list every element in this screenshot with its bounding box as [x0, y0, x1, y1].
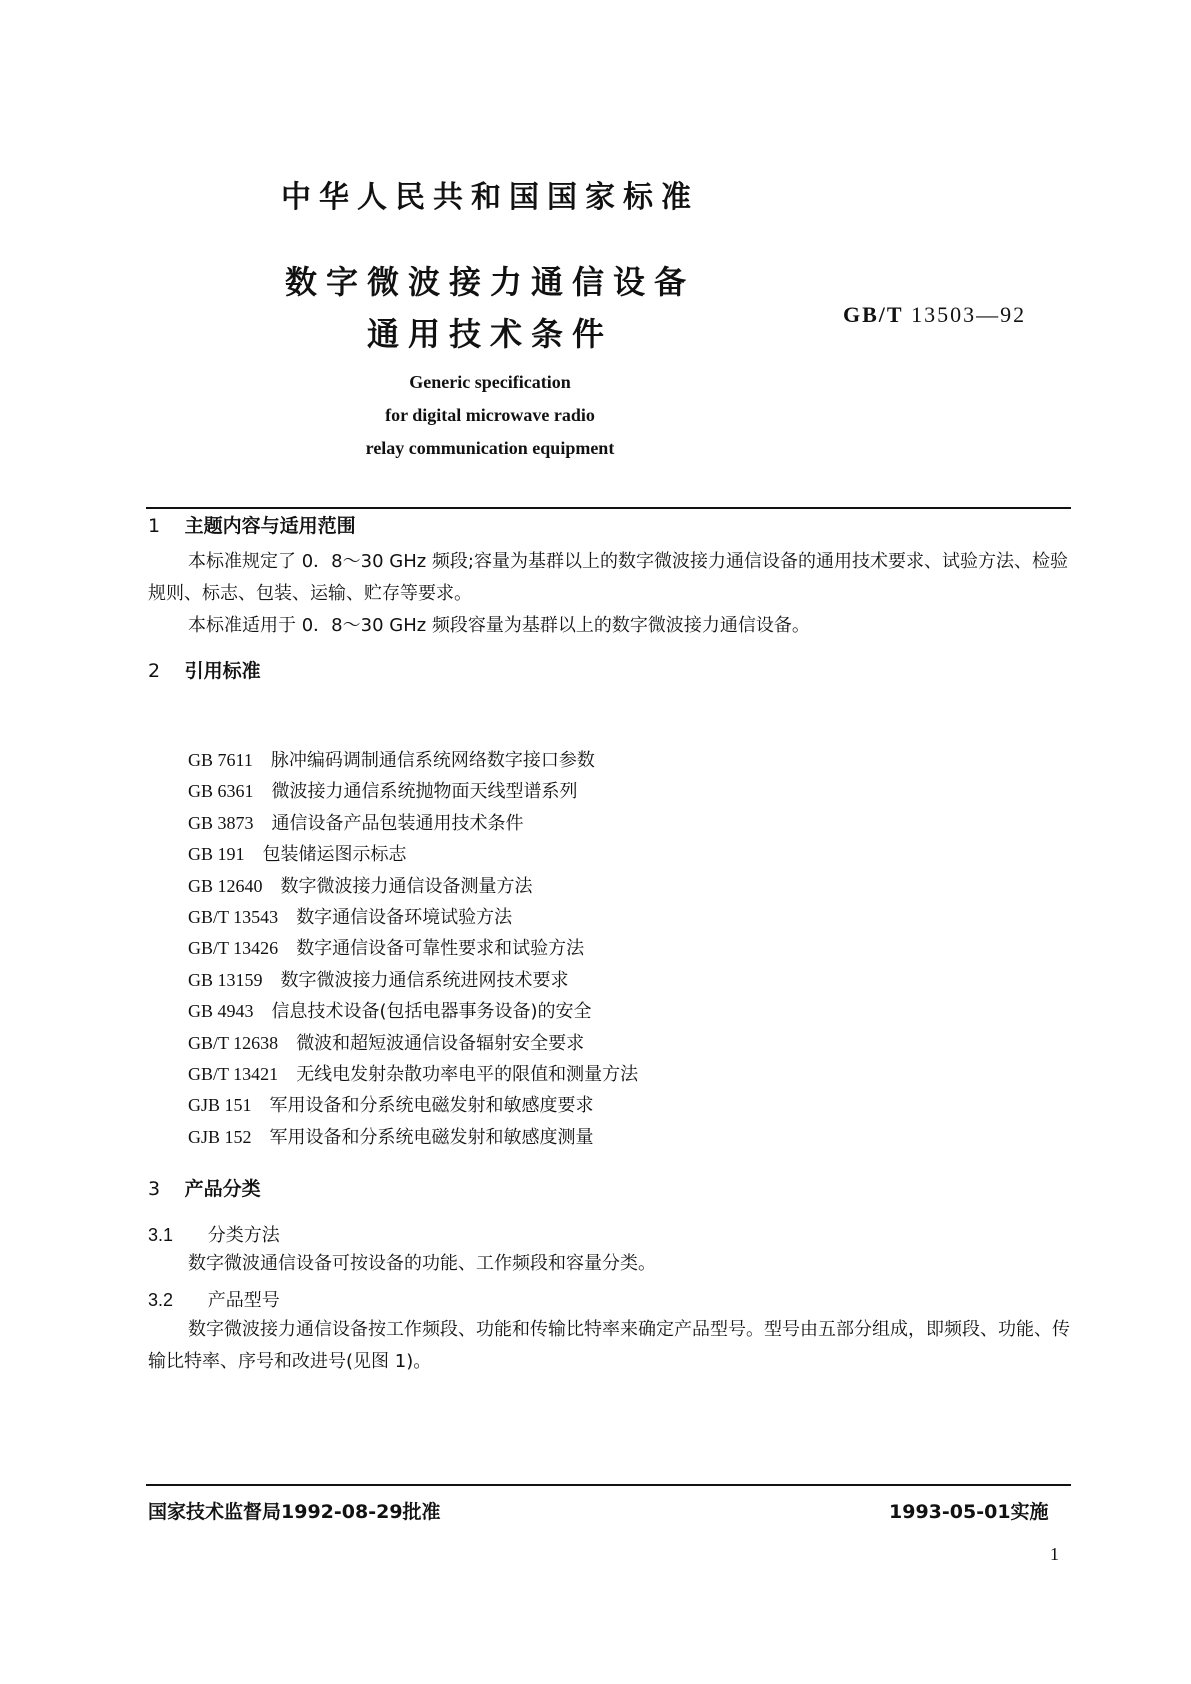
- standard-prefix: GB/T: [843, 302, 904, 327]
- reference-title: 数字微波接力通信系统进网技术要求: [280, 969, 569, 991]
- reference-item: [188, 871, 638, 902]
- reference-item: [188, 1028, 638, 1059]
- reference-item: [188, 745, 638, 776]
- reference-title: 无线电发射杂散功率电平的限值和测量方法: [296, 1064, 639, 1086]
- reference-item: [188, 965, 638, 996]
- approval-info: 国家技术监督局1992-08-29批准: [148, 1501, 441, 1523]
- standard-number: [843, 302, 1026, 328]
- section-title: 主题内容与适用范围: [184, 515, 356, 537]
- subsection-3-1-heading: [148, 1221, 280, 1247]
- reference-item: [188, 933, 638, 964]
- reference-title: 军用设备和分系统电磁发射和敏感度要求: [269, 1095, 594, 1117]
- section-2-heading: [148, 656, 261, 683]
- reference-item: [188, 996, 638, 1027]
- reference-item: [188, 808, 638, 839]
- reference-title: 数字微波接力通信设备测量方法: [280, 875, 533, 897]
- reference-code: GB/T 13543: [188, 907, 279, 928]
- reference-code: GB 4943: [188, 1001, 254, 1022]
- reference-item: [188, 902, 638, 933]
- reference-code: GJB 152: [188, 1126, 252, 1147]
- subsection-3-2-heading: [148, 1286, 280, 1312]
- section-1-paragraph-2: 本标准适用于 0．8～30 GHz 频段容量为基群以上的数字微波接力通信设备。: [188, 615, 810, 636]
- section-number: 1: [148, 515, 161, 537]
- section-number: 2: [148, 660, 161, 682]
- english-title-line-1: Generic specification: [409, 372, 571, 392]
- footer-divider: [146, 1484, 1071, 1486]
- reference-item: [188, 1122, 638, 1153]
- reference-item: [188, 1090, 638, 1121]
- subsection-number: 3.2: [148, 1290, 174, 1310]
- reference-title: 军用设备和分系统电磁发射和敏感度测量: [269, 1126, 594, 1148]
- reference-title: 包装储运图示标志: [262, 844, 407, 866]
- reference-list: [188, 745, 638, 1153]
- reference-code: GB 7611: [188, 750, 253, 770]
- section-1-heading: [148, 511, 356, 538]
- reference-code: GB/T 13426: [188, 938, 279, 959]
- english-title: [0, 366, 980, 465]
- page-number: 1: [1050, 1544, 1059, 1564]
- reference-title: 通信设备产品包装通用技术条件: [271, 812, 524, 834]
- reference-title: 微波接力通信系统抛物面天线型谱系列: [271, 781, 578, 803]
- reference-code: GB 13159: [188, 969, 263, 990]
- reference-title: 脉冲编码调制通信系统网络数字接口参数: [270, 750, 595, 771]
- subsection-number: 3.1: [148, 1225, 174, 1245]
- reference-code: GJB 151: [188, 1095, 252, 1116]
- reference-title: 微波和超短波通信设备辐射安全要求: [296, 1032, 585, 1054]
- reference-item: [188, 839, 638, 870]
- reference-title: 信息技术设备(包括电器事务设备)的安全: [271, 1001, 592, 1023]
- section-title: 引用标准: [184, 660, 261, 682]
- standard-code: 13503—92: [911, 302, 1027, 327]
- reference-code: GB 191: [188, 844, 245, 865]
- section-number: 3: [148, 1178, 161, 1200]
- document-title: [0, 256, 980, 360]
- implementation-date: 1993-05-01实施: [889, 1501, 1049, 1523]
- reference-code: GB 3873: [188, 812, 254, 833]
- english-title-line-2: for digital microwave radio: [385, 405, 595, 425]
- subsection-title: 产品型号: [207, 1290, 280, 1311]
- reference-item: [188, 1059, 638, 1090]
- reference-title: 数字通信设备可靠性要求和试验方法: [296, 938, 585, 960]
- subsection-title: 分类方法: [207, 1225, 280, 1246]
- reference-code: GB 6361: [188, 781, 254, 802]
- section-title: 产品分类: [184, 1178, 261, 1200]
- title-line-2: 通用技术条件: [366, 315, 613, 353]
- header-divider: [146, 507, 1071, 509]
- national-standard-heading: 中华人民共和国国家标准: [281, 180, 699, 215]
- reference-code: GB/T 13421: [188, 1064, 279, 1085]
- section-1-paragraph-1: 本标准规定了 0．8～30 GHz 频段;容量为基群以上的数字微波接力通信设备的通用技术要求、试验方法、检验规则、标志、包装、运输、贮存等要求。: [148, 551, 1068, 604]
- reference-item: [188, 776, 638, 807]
- section-3-heading: [148, 1174, 261, 1201]
- subsection-3-1-text: 数字微波通信设备可按设备的功能、工作频段和容量分类。: [188, 1253, 656, 1274]
- title-line-1: 数字微波接力通信设备: [284, 263, 695, 301]
- english-title-line-3: relay communication equipment: [365, 438, 615, 458]
- reference-code: GB 12640: [188, 875, 263, 896]
- reference-code: GB/T 12638: [188, 1032, 279, 1053]
- reference-title: 数字通信设备环境试验方法: [296, 907, 513, 929]
- subsection-3-2-text: 数字微波接力通信设备按工作频段、功能和传输比特率来确定产品型号。型号由五部分组成，即频段、功能、传输比特率、序号和改进号(见图 1)。: [148, 1319, 1070, 1372]
